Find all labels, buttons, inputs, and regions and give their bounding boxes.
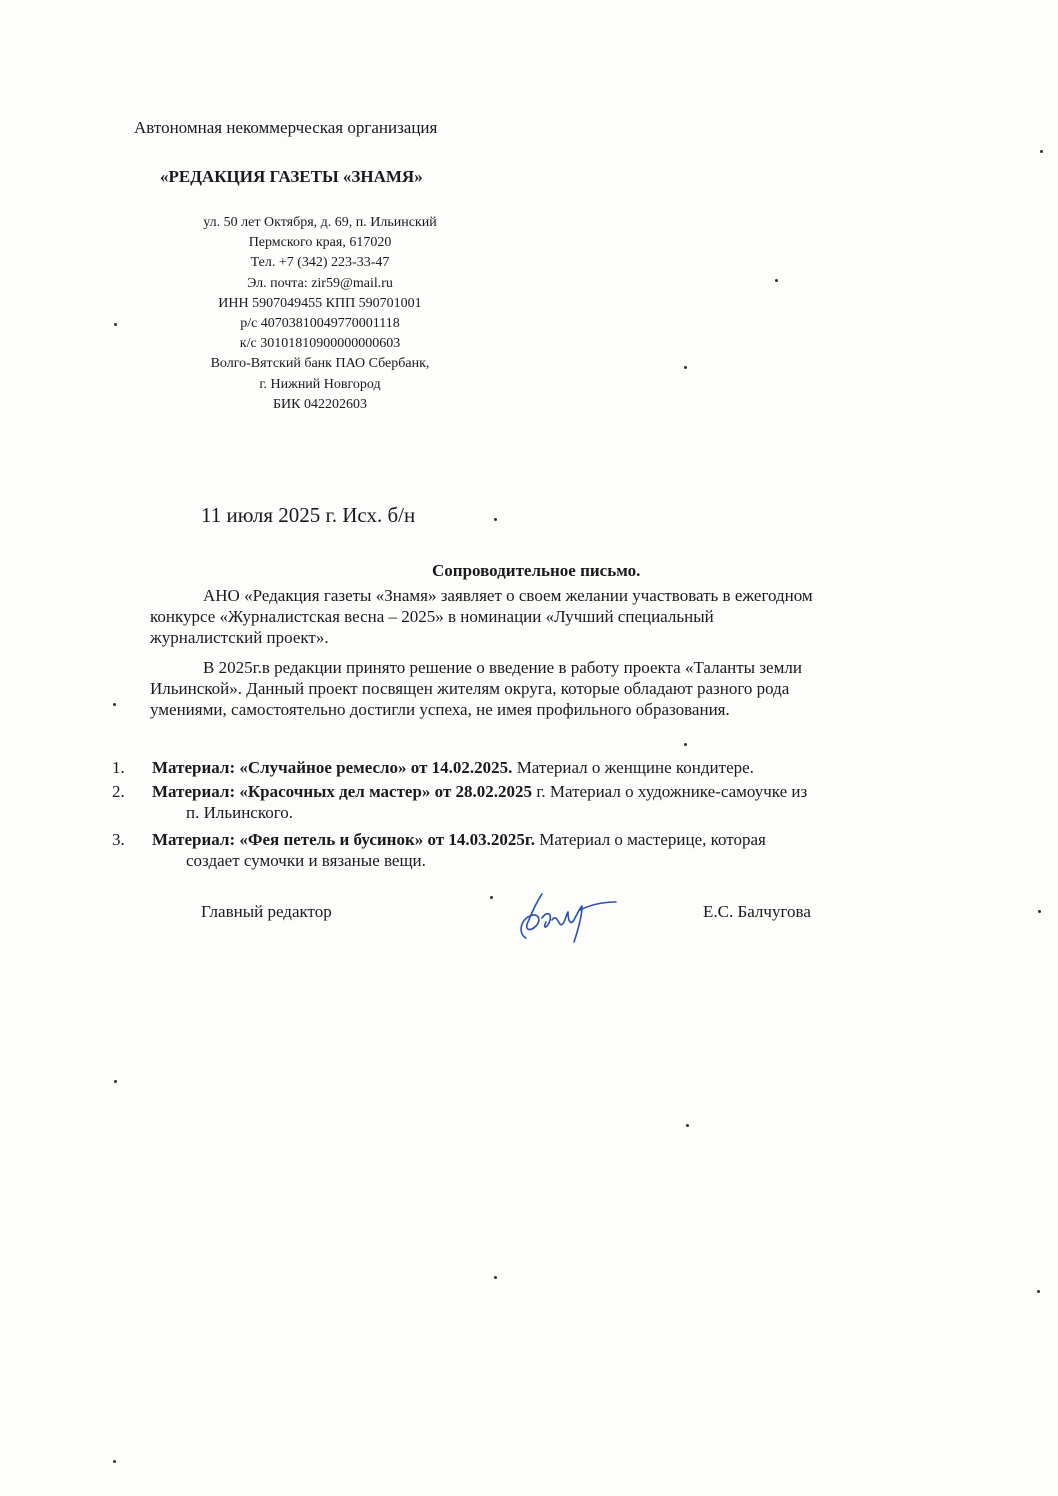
list-item-continuation: п. Ильинского. [186,803,294,822]
paragraph-project [150,657,980,720]
scan-speck [684,743,687,746]
signatory-role: Главный редактор [201,902,332,921]
scan-speck [686,1124,689,1127]
scan-speck [113,1460,116,1463]
scan-speck [113,703,116,706]
scan-speck [494,1276,497,1279]
organization-name: «РЕДАКЦИЯ ГАЗЕТЫ «ЗНАМЯ» [160,167,423,186]
paragraph-line: В 2025г.в редакции принято решение о введение в работу проекта «Таланты земли [203,658,802,677]
requisite-bik: БИК 042202603 [273,396,367,412]
paragraph-line: журналистский проект». [150,628,329,647]
scan-speck [1037,1290,1040,1293]
scan-speck [494,518,497,521]
list-item-title: Материал: «Случайное ремесло» от 14.02.2025. [152,758,513,777]
list-item [112,781,992,823]
scan-speck [775,279,778,282]
list-item-text: Материал о мастерице, которая [534,830,766,849]
scan-speck [684,366,687,369]
requisite-phone: Тел. +7 (342) 223-33-47 [250,255,390,271]
signature-stroke [521,894,616,942]
signatory-name: Е.С. Балчугова [703,902,811,921]
list-item-number: 1. [112,758,125,777]
list-item-text: г. Материал о художнике-самоучке из [532,782,808,801]
scan-speck [114,323,117,326]
scan-speck [490,896,493,899]
requisite-corr-account: к/с 30101810900000000603 [239,336,401,352]
organization-requisites [165,213,475,415]
paragraph-intro [150,585,980,648]
requisite-address: ул. 50 лет Октября, д. 69, п. Ильинский [203,215,437,230]
paragraph-line: умениями, самостоятельно достигли успеха, не имея профильного образования. [150,700,730,719]
list-item [112,757,992,778]
scan-speck [114,1080,117,1083]
requisite-bank: Волго-Вятский банк ПАО Сбербанк, [210,356,430,372]
list-item-title: Материал: «Фея петель и бусинок» от 14.03.2025г. [152,830,535,849]
paragraph-line: АНО «Редакция газеты «Знамя» заявляет о своем желании участвовать в ежегодном [203,586,813,605]
requisite-inn-kpp: ИНН 5907049455 КПП 590701001 [218,295,422,311]
list-item-title: Материал: «Красочных дел мастер» от 28.02.2025 [152,782,533,801]
list-item-text: Материал о женщине кондитере. [512,758,754,777]
scan-speck [1038,910,1041,913]
list-item-continuation: создает сумочки и вязаные вещи. [186,851,426,870]
paragraph-line: конкурсе «Журналистская весна – 2025» в номинации «Лучший специальный [150,607,714,626]
requisite-bank-city: г. Нижний Новгород [259,376,381,392]
scan-speck [1040,150,1043,153]
letter-title: Сопроводительное письмо. [432,561,641,580]
list-item-number: 3. [112,830,125,849]
requisite-email: Эл. почта: zir59@mail.ru [247,275,393,291]
requisite-account: р/с 40703810049770001118 [240,316,400,332]
requisite-region: Пермского края, 617020 [248,235,392,251]
letter-date-and-number: 11 июля 2025 г. Исх. б/н [201,503,416,527]
list-item-number: 2. [112,782,125,801]
list-item [112,829,992,871]
organization-type: Автономная некоммерческая организация [134,118,438,137]
paragraph-line: Ильинской». Данный проект посвящен жителям округа, которые обладают разного рода [150,679,790,698]
handwritten-signature [512,890,622,948]
